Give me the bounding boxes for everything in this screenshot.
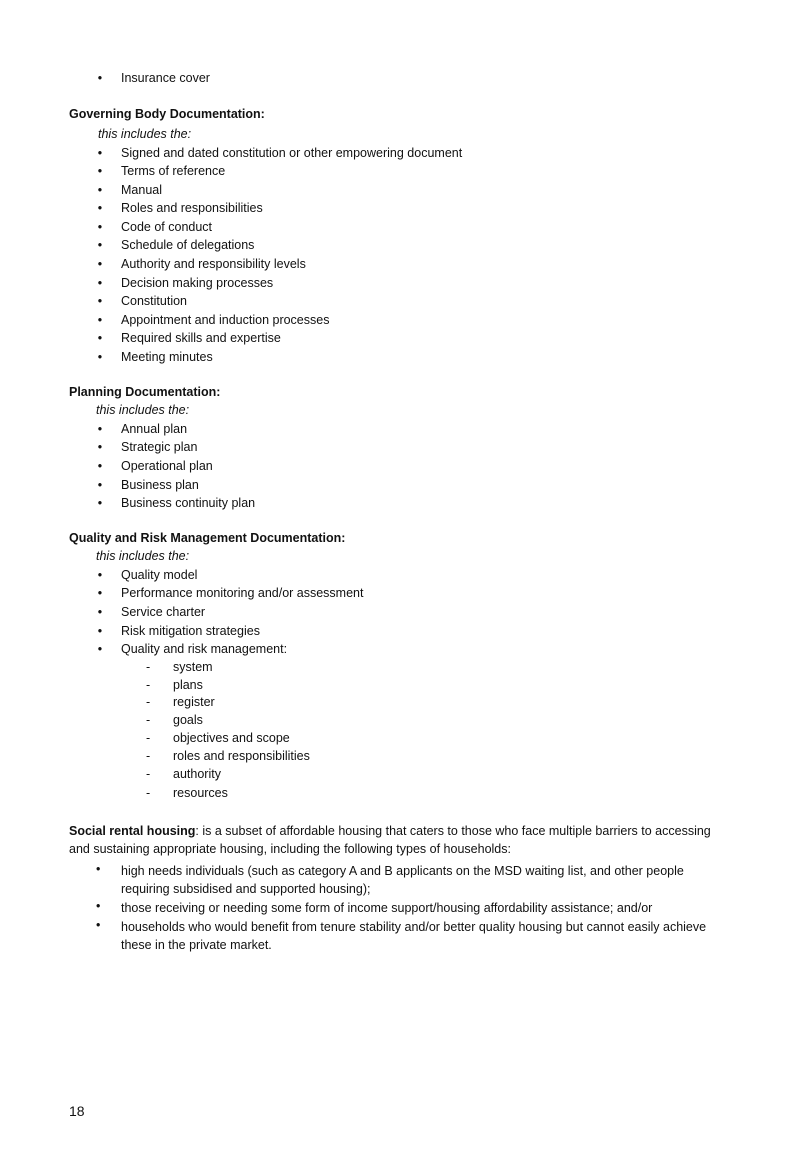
bullet-icon: •	[97, 350, 103, 364]
section-intro-planning: this includes the:	[96, 403, 190, 417]
definition-text: : is a subset of affordable housing that caters to those who face multiple barriers to accessing and sustaining appropriate housing, including the following types of households:	[69, 824, 711, 856]
list-item: high needs individuals (such as category A and B applicants on the MSD waiting list, and other people requiring subsidised and supported housing);	[121, 864, 684, 896]
bullet-icon: •	[97, 642, 103, 656]
bullet-icon: •	[97, 201, 103, 215]
section-intro-quality: this includes the:	[96, 549, 190, 563]
list-item: Performance monitoring and/or assessment	[121, 586, 364, 600]
bullet-icon: •	[96, 862, 101, 876]
list-item: Quality model	[121, 568, 198, 582]
list-item: those receiving or needing some form of income support/housing affordability assistance; and/or	[121, 901, 653, 915]
bullet-icon: •	[97, 331, 103, 345]
bullet-icon: •	[97, 238, 103, 252]
list-item: Authority and responsibility levels	[121, 257, 306, 271]
section-heading-planning: Planning Documentation:	[69, 385, 221, 399]
bullet-icon: •	[97, 568, 103, 582]
bullet-icon: •	[97, 459, 103, 473]
dash-icon: -	[146, 731, 151, 745]
section-heading-quality: Quality and Risk Management Documentation:	[69, 531, 346, 545]
list-item: Operational plan	[121, 459, 213, 473]
list-item: Terms of reference	[121, 164, 226, 178]
dash-icon: -	[146, 678, 151, 692]
sub-list-item: goals	[173, 713, 203, 727]
list-item: Insurance cover	[121, 71, 210, 85]
sub-list-item: roles and responsibilities	[173, 749, 310, 763]
list-item: Signed and dated constitution or other empowering document	[121, 146, 463, 160]
bullet-icon: •	[97, 276, 103, 290]
bullet-icon: •	[97, 586, 103, 600]
dash-icon: -	[146, 660, 151, 674]
sub-list-item: resources	[173, 786, 228, 800]
bullet-icon: •	[97, 605, 103, 619]
list-item: Business plan	[121, 478, 199, 492]
sub-list-item: authority	[173, 767, 221, 781]
page-number: 18	[69, 1103, 85, 1119]
sub-list-item: objectives and scope	[173, 731, 290, 745]
bullet-icon: •	[97, 164, 103, 178]
bullet-icon: •	[97, 294, 103, 308]
dash-icon: -	[146, 695, 151, 709]
list-item: Appointment and induction processes	[121, 313, 330, 327]
list-item: Service charter	[121, 605, 206, 619]
sub-list-item: system	[173, 660, 213, 674]
definition-term: Social rental housing	[69, 824, 196, 838]
list-item: Quality and risk management:	[121, 642, 288, 656]
section-intro-governing: this includes the:	[98, 127, 192, 141]
bullet-icon: •	[97, 624, 103, 638]
bullet-icon: •	[97, 71, 103, 85]
list-item: Manual	[121, 183, 162, 197]
bullet-icon: •	[96, 899, 101, 913]
list-item: Code of conduct	[121, 220, 213, 234]
dash-icon: -	[146, 749, 151, 763]
bullet-icon: •	[97, 220, 103, 234]
list-item: Decision making processes	[121, 276, 274, 290]
list-item: Required skills and expertise	[121, 331, 281, 345]
bullet-icon: •	[96, 918, 101, 932]
dash-icon: -	[146, 786, 151, 800]
definition-paragraph	[69, 822, 729, 858]
list-item: Meeting minutes	[121, 350, 213, 364]
bullet-icon: •	[97, 257, 103, 271]
sub-list-item: register	[173, 695, 215, 709]
section-heading-governing: Governing Body Documentation:	[69, 107, 265, 121]
dash-icon: -	[146, 713, 151, 727]
bullet-icon: •	[97, 440, 103, 454]
bullet-icon: •	[97, 313, 103, 327]
bullet-icon: •	[97, 478, 103, 492]
list-item: Strategic plan	[121, 440, 198, 454]
bullet-icon: •	[97, 496, 103, 510]
sub-list-item: plans	[173, 678, 203, 692]
list-item: Risk mitigation strategies	[121, 624, 260, 638]
list-item: Roles and responsibilities	[121, 201, 263, 215]
bullet-icon: •	[97, 146, 103, 160]
list-item: households who would benefit from tenure stability and/or better quality housing but cannot easily achieve these in the private market.	[121, 920, 707, 952]
bullet-icon: •	[97, 183, 103, 197]
list-item: Constitution	[121, 294, 188, 308]
list-item: Schedule of delegations	[121, 238, 255, 252]
list-item: Business continuity plan	[121, 496, 256, 510]
list-item: Annual plan	[121, 422, 188, 436]
bullet-icon: •	[97, 422, 103, 436]
dash-icon: -	[146, 767, 151, 781]
